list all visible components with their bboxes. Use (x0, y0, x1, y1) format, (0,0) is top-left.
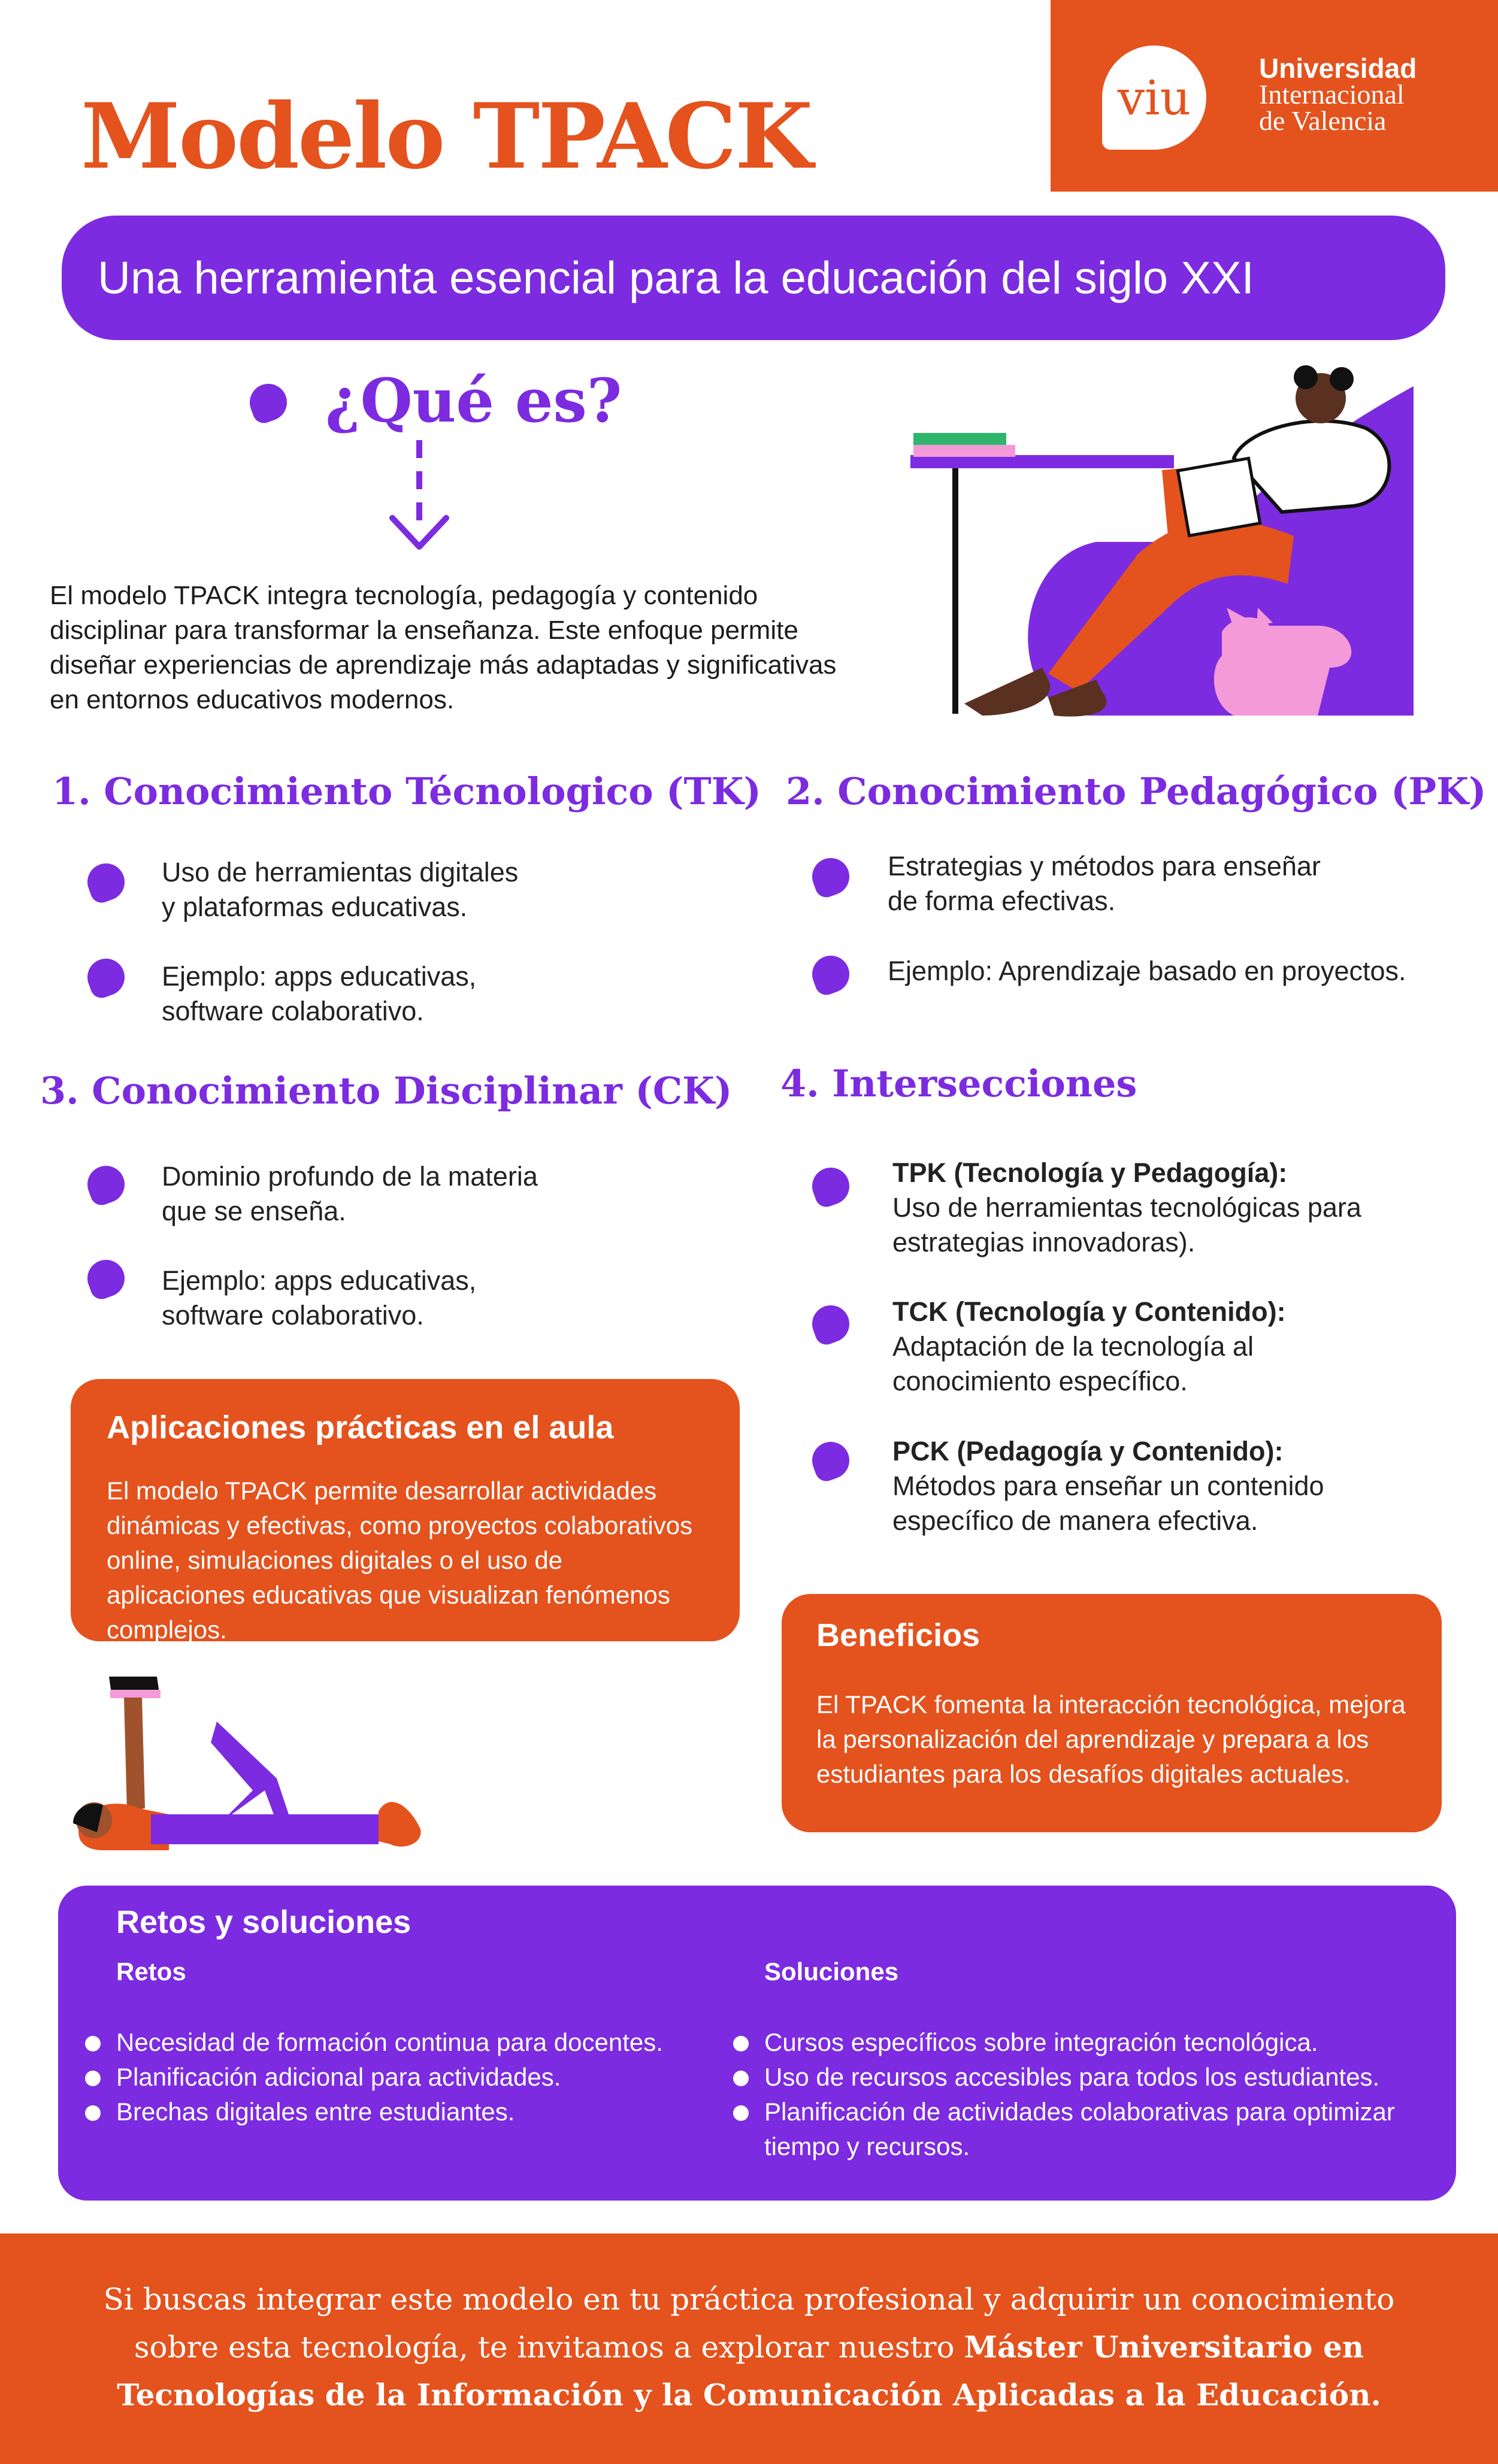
bullet-dot-icon (85, 2036, 101, 2051)
page-title: Modelo TPACK (81, 84, 812, 189)
footer-text: Si buscas integrar este modelo en tu práctica profesional y adquirir un conocimiento sobre esta tecnología, te invitamos a explorar nuestro (103, 2282, 1395, 2365)
subtitle-banner: Una herramienta esencial para la educación del siglo XXI (62, 216, 1445, 340)
reto-item-1: Necesidad de formación continua para docentes. (116, 2028, 663, 2056)
retos-soluciones-panel (58, 1886, 1456, 2201)
bullet-blob-icon (82, 858, 129, 905)
pck-item (892, 1434, 1360, 1538)
beneficios-title: Beneficios (816, 1617, 980, 1653)
intro-text: El modelo TPACK integra tecnología, pedagogía y contenido disciplinar para transformar la enseñanza. Este enfoque permite diseñar experiencias de aprendizaje más adaptadas y significativas en entornos educativos modernos. (50, 581, 837, 714)
tk-heading: 1. Conocimiento Técnologico (TK) (52, 769, 761, 813)
aplicaciones-text: El modelo TPACK permite desarrollar actividades dinámicas y efectivas, como proyectos colaborativos online, simulaciones digitales o el uso de aplicaciones educativas que visualizan fenómenos complejos. (107, 1477, 693, 1644)
bullet-blob-icon (244, 378, 292, 426)
tpk-title: TPK (Tecnología y Pedagogía): (892, 1157, 1288, 1188)
bullet-blob-icon (807, 950, 854, 998)
bullet-blob-icon (82, 953, 129, 1001)
logo-line-3: de Valencia (1259, 105, 1387, 136)
beneficios-text: El TPACK fomenta la interacción tecnológica, mejora la personalización del aprendizaje y prepara a los estudiantes para los desafíos digitales actuales. (816, 1690, 1406, 1788)
footer-cta (0, 2233, 1498, 2464)
bullet-blob-icon (807, 1300, 854, 1347)
retos-soluciones-title: Retos y soluciones (116, 1904, 411, 1940)
tck-item (892, 1295, 1324, 1399)
reto-item-2: Planificación adicional para actividades. (116, 2063, 561, 2091)
logo-line-1: Universidad (1259, 53, 1417, 84)
solucion-item-2: Uso de recursos accesibles para todos los estudiantes. (764, 2063, 1380, 2091)
aplicaciones-card (71, 1379, 740, 1644)
down-arrow-icon (383, 440, 455, 557)
bullet-dot-icon (733, 2036, 749, 2051)
tpk-text: Uso de herramientas tecnológicas para estrategias innovadoras). (892, 1192, 1361, 1257)
pck-text: Métodos para enseñar un contenido específico de manera efectiva. (892, 1471, 1324, 1536)
beneficios-card (782, 1594, 1442, 1832)
woman-desk-illustration (898, 356, 1426, 722)
ck-item-2: Ejemplo: apps educativas, software colaborativo. (162, 1265, 477, 1331)
solucion-item-3: Planificación de actividades colaborativas para optimizar tiempo y recursos. (764, 2098, 1395, 2160)
university-name (1259, 55, 1417, 134)
bullet-dot-icon (733, 2071, 749, 2086)
intersecciones-heading: 4. Intersecciones (780, 1062, 1137, 1105)
aplicaciones-title: Aplicaciones prácticas en el aula (107, 1410, 614, 1445)
que-es-heading: ¿Qué es? (325, 365, 622, 436)
reto-item-3: Brechas digitales entre estudiantes. (116, 2098, 515, 2126)
tpk-item (892, 1156, 1396, 1260)
bullet-blob-icon (82, 1254, 129, 1302)
bullet-dot-icon (85, 2071, 101, 2086)
bullet-blob-icon (82, 1160, 129, 1208)
ck-heading: 3. Conocimiento Disciplinar (CK) (40, 1069, 733, 1113)
solucion-item-1: Cursos específicos sobre integración tecnológica. (764, 2028, 1318, 2056)
tk-item-1: Uso de herramientas digitales y plataformas educativas. (162, 857, 519, 922)
tk-item-2: Ejemplo: apps educativas, software colaborativo. (162, 961, 477, 1026)
master-link[interactable]: Máster Universitario en Tecnologías de la Información y la Comunicación Aplicadas a la Educación. (117, 2329, 1381, 2413)
footer-paragraph (72, 2275, 1426, 2419)
pk-item-1: Estrategias y métodos para enseñar de forma efectivas. (888, 851, 1321, 916)
ck-item-1: Dominio profundo de la materia que se enseña. (162, 1161, 538, 1226)
soluciones-label: Soluciones (764, 1957, 899, 1986)
pk-item-2: Ejemplo: Aprendizaje basado en proyectos. (888, 956, 1406, 986)
bullet-dot-icon (85, 2105, 101, 2121)
bullet-blob-icon (807, 853, 854, 900)
viu-logo: viu (1102, 46, 1206, 150)
tck-title: TCK (Tecnología y Contenido): (892, 1296, 1286, 1327)
bullet-blob-icon (807, 1436, 854, 1484)
logo-line-2: Internacional (1259, 79, 1405, 110)
lying-person-illustration (67, 1671, 426, 1862)
tck-text: Adaptación de la tecnología al conocimiento específico. (892, 1331, 1254, 1396)
bullet-dot-icon (733, 2105, 749, 2121)
retos-label: Retos (116, 1957, 186, 1986)
bullet-blob-icon (807, 1162, 854, 1210)
pk-heading: 2. Conocimiento Pedagógico (PK) (786, 769, 1487, 813)
pck-title: PCK (Pedagogía y Contenido): (892, 1436, 1284, 1466)
